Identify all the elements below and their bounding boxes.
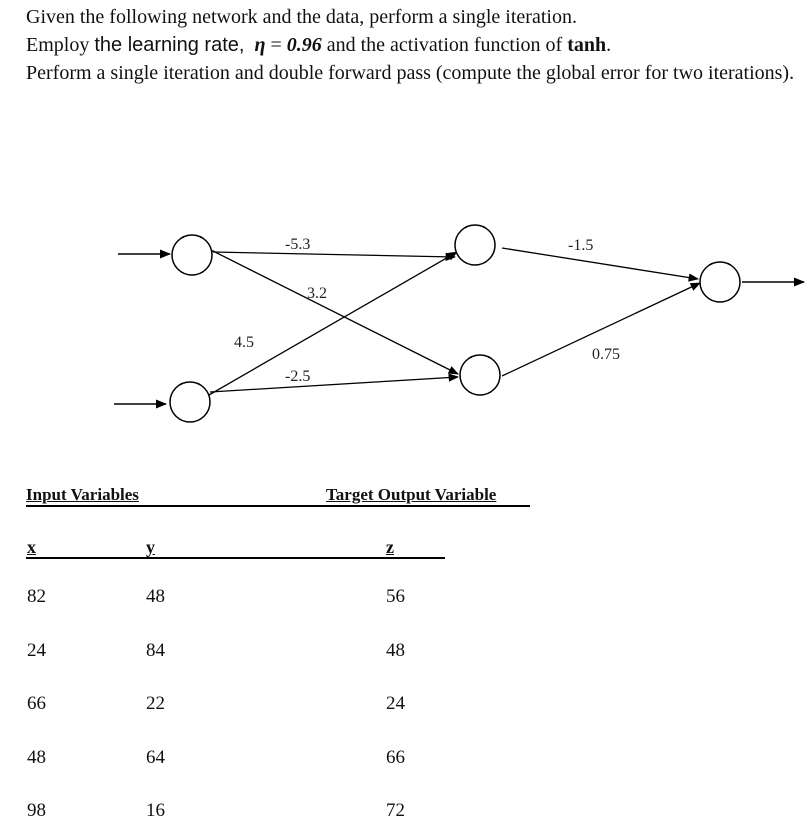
cell-z: 72: [386, 800, 405, 821]
cell-x: 48: [27, 747, 46, 768]
cell-z: 24: [386, 693, 405, 714]
problem-line-3: Perform a single iteration and double forward pass (compute the global error for two iterations).: [26, 62, 795, 84]
column-header-y: y: [146, 537, 155, 557]
problem-line-1: Given the following network and the data, perform a single iteration.: [26, 6, 577, 28]
cell-y: 48: [146, 586, 165, 607]
column-header-x: x: [27, 537, 36, 557]
cell-z: 56: [386, 586, 405, 607]
cell-z: 48: [386, 640, 405, 661]
column-header-z: z: [386, 537, 394, 557]
cell-x: 82: [27, 586, 46, 607]
problem-line-2-end: .: [606, 34, 612, 56]
edge-in2-h1: [209, 252, 457, 395]
target-output-header: Target Output Variable: [326, 485, 497, 504]
weight-in2-h1: 4.5: [234, 334, 254, 351]
edge-in1-h1: [213, 252, 455, 257]
eta-symbol: η: [254, 34, 266, 56]
cell-x: 98: [27, 800, 46, 821]
edge-h1-out: [502, 248, 698, 279]
cell-y: 84: [146, 640, 165, 661]
learning-rate-value: 0.96: [286, 34, 322, 56]
learning-rate-phrase: the learning rate,: [94, 34, 245, 56]
header-rule: [26, 505, 530, 507]
cell-y: 64: [146, 747, 165, 768]
cell-y: 16: [146, 800, 165, 821]
cell-y: 22: [146, 693, 165, 714]
weight-in1-h1: -5.3: [285, 236, 311, 253]
weight-h2-out: 0.75: [592, 346, 620, 363]
edge-in1-h2: [211, 250, 458, 374]
eta-equals: =: [265, 34, 287, 56]
hidden-node-2: [460, 355, 500, 395]
column-header-rule: [26, 557, 445, 559]
cell-z: 66: [386, 747, 405, 768]
input-node-2: [170, 382, 210, 422]
cell-x: 66: [27, 693, 46, 714]
input-variables-header: Input Variables: [26, 485, 139, 504]
edge-in2-h2: [210, 377, 458, 392]
problem-line-2-mid: and the activation function of: [321, 34, 568, 56]
hidden-node-1: [455, 225, 495, 265]
output-node: [700, 262, 740, 302]
activation-function: tanh: [567, 34, 607, 56]
weight-in1-h2: 3.2: [307, 285, 327, 302]
weight-h1-out: -1.5: [568, 237, 594, 254]
problem-line-2-pre: Employ: [26, 34, 95, 56]
input-node-1: [172, 235, 212, 275]
cell-x: 24: [27, 640, 46, 661]
weight-in2-h2: -2.5: [285, 368, 311, 385]
